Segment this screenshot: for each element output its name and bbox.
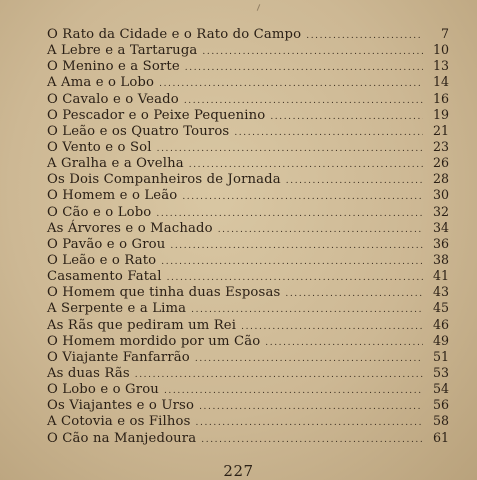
toc-entry bbox=[47, 220, 449, 236]
toc-entry bbox=[47, 187, 449, 203]
toc-entry-title: As duas Rãs bbox=[47, 365, 130, 381]
toc-entry-page: 38 bbox=[432, 251, 449, 267]
toc-entry-page: 45 bbox=[432, 300, 449, 316]
toc-entry-page: 54 bbox=[432, 381, 449, 397]
dot-leader bbox=[182, 189, 423, 205]
toc-entry bbox=[47, 333, 449, 349]
toc-entry bbox=[47, 42, 449, 58]
toc-entry bbox=[47, 155, 449, 171]
toc-entry-page: 36 bbox=[432, 235, 449, 251]
dot-leader bbox=[241, 319, 423, 335]
toc-entry-page: 21 bbox=[432, 122, 449, 138]
toc-entry-page: 10 bbox=[432, 42, 449, 58]
toc-entry bbox=[47, 107, 449, 123]
toc-entry-title: As Árvores e o Machado bbox=[47, 220, 213, 236]
toc-entry-page: 14 bbox=[432, 74, 449, 90]
toc-entry bbox=[47, 58, 449, 74]
dot-leader bbox=[135, 367, 423, 383]
toc-entry-title: O Homem que tinha duas Esposas bbox=[47, 285, 281, 301]
dot-leader bbox=[170, 238, 423, 254]
toc-entry bbox=[47, 26, 449, 42]
toc-entry-page: 26 bbox=[432, 155, 449, 171]
toc-entry-title: O Leão e os Quatro Touros bbox=[47, 123, 230, 139]
dot-leader bbox=[285, 286, 423, 302]
toc-entry-title: O Leão e o Rato bbox=[47, 252, 157, 268]
dot-leader bbox=[218, 222, 423, 238]
dot-leader bbox=[185, 60, 423, 76]
dot-leader bbox=[286, 173, 423, 189]
toc-entry-title: O Rato da Cidade e o Rato do Campo bbox=[47, 27, 302, 42]
dot-leader bbox=[164, 383, 423, 399]
toc-entry-page: 7 bbox=[440, 26, 449, 41]
toc-entry bbox=[47, 236, 449, 252]
toc-entry-title: O Viajante Fanfarrão bbox=[47, 349, 190, 365]
toc-entry-page: 41 bbox=[432, 268, 449, 284]
dot-leader bbox=[196, 415, 423, 431]
dot-leader bbox=[159, 76, 423, 92]
toc-entry-title: A Gralha e a Ovelha bbox=[47, 156, 184, 172]
toc-entry bbox=[47, 171, 449, 187]
toc-entry-page: 13 bbox=[432, 58, 449, 74]
dot-leader bbox=[265, 335, 423, 351]
dot-leader bbox=[184, 93, 423, 109]
page-number: 227 bbox=[223, 462, 254, 480]
toc-entry-page: 19 bbox=[432, 106, 449, 122]
toc-entry-title: Os Viajantes e o Urso bbox=[47, 398, 195, 414]
toc-entry-page: 23 bbox=[432, 138, 449, 154]
toc-entry-page: 51 bbox=[432, 348, 449, 364]
dot-leader bbox=[306, 28, 423, 44]
dot-leader bbox=[270, 109, 423, 125]
toc-entry bbox=[47, 139, 449, 155]
toc-entry bbox=[47, 349, 449, 365]
toc-entry bbox=[47, 284, 449, 300]
toc-entry-page: 49 bbox=[432, 332, 449, 348]
toc-entry-title: O Cavalo e o Veado bbox=[47, 91, 179, 107]
toc-entry bbox=[47, 381, 449, 397]
dot-leader bbox=[202, 44, 423, 60]
toc-entry-title: O Homem mordido por um Cão bbox=[47, 333, 261, 349]
toc-entry-page: 56 bbox=[432, 397, 449, 413]
toc-entry-title: O Cão e o Lobo bbox=[47, 204, 152, 220]
toc-entry-title: A Lebre e a Tartaruga bbox=[47, 43, 198, 59]
toc-entry bbox=[47, 430, 449, 446]
toc-entry-title: O Cão na Manjedoura bbox=[47, 430, 197, 446]
table-of-contents bbox=[47, 26, 449, 446]
toc-entry-page: 46 bbox=[432, 316, 449, 332]
toc-entry bbox=[47, 268, 449, 284]
toc-entry-page: 43 bbox=[432, 284, 449, 300]
dot-leader bbox=[191, 302, 423, 318]
toc-entry-title: O Menino e a Sorte bbox=[47, 59, 180, 75]
dot-leader bbox=[157, 141, 423, 157]
dot-leader bbox=[161, 254, 423, 270]
dot-leader bbox=[234, 125, 423, 141]
toc-entry-page: 30 bbox=[432, 187, 449, 203]
dot-leader bbox=[167, 270, 423, 286]
toc-entry bbox=[47, 300, 449, 316]
pencil-mark bbox=[257, 4, 261, 11]
toc-entry bbox=[47, 123, 449, 139]
toc-entry-title: O Vento e o Sol bbox=[47, 139, 152, 155]
toc-entry bbox=[47, 74, 449, 90]
toc-entry-title: Casamento Fatal bbox=[47, 269, 162, 285]
toc-entry-title: A Serpente e a Lima bbox=[47, 301, 187, 317]
toc-entry-page: 28 bbox=[432, 171, 449, 187]
toc-entry-page: 53 bbox=[432, 364, 449, 380]
toc-entry-title: As Rãs que pediram um Rei bbox=[47, 317, 237, 333]
toc-entry bbox=[47, 204, 449, 220]
toc-entry-page: 34 bbox=[432, 219, 449, 235]
toc-entry-title: Os Dois Companheiros de Jornada bbox=[47, 172, 281, 188]
toc-entry bbox=[47, 413, 449, 429]
toc-entry-page: 32 bbox=[432, 203, 449, 219]
toc-entry-title: O Homem e o Leão bbox=[47, 188, 178, 204]
toc-entry bbox=[47, 252, 449, 268]
toc-entry-title: A Cotovia e os Filhos bbox=[47, 414, 191, 430]
dot-leader bbox=[189, 157, 423, 173]
toc-entry-page: 61 bbox=[432, 429, 449, 445]
toc-entry bbox=[47, 365, 449, 381]
dot-leader bbox=[199, 399, 423, 415]
toc-entry bbox=[47, 317, 449, 333]
dot-leader bbox=[201, 432, 423, 448]
toc-entry-title: O Pavão e o Grou bbox=[47, 236, 166, 252]
toc-entry-title: O Lobo e o Grou bbox=[47, 382, 159, 398]
toc-entry-page: 16 bbox=[432, 90, 449, 106]
dot-leader bbox=[156, 206, 423, 222]
toc-entry-title: O Pescador e o Peixe Pequenino bbox=[47, 107, 266, 123]
toc-entry bbox=[47, 397, 449, 413]
toc-entry bbox=[47, 91, 449, 107]
toc-entry-page: 58 bbox=[432, 413, 449, 429]
dot-leader bbox=[195, 351, 423, 367]
toc-entry-title: A Ama e o Lobo bbox=[47, 75, 155, 91]
